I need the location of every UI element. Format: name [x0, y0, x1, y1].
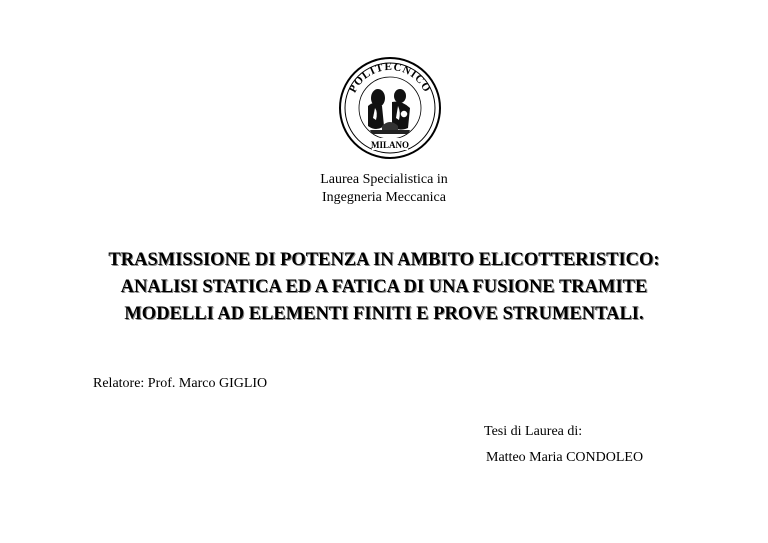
thesis-title-line-2: ANALISI STATICA ED A FATICA DI UNA FUSIONE TRAMITE [120, 277, 648, 297]
thesis-title-line-1: TRASMISSIONE DI POTENZA IN AMBITO ELICOTTERISTICO: [108, 250, 660, 270]
advisor-text: Relatore: Prof. Marco GIGLIO [93, 376, 268, 391]
degree-line-2: Ingegneria Meccanica [322, 190, 446, 205]
thesis-label: Tesi di Laurea di: [484, 424, 583, 439]
thesis-author: Matteo Maria CONDOLEO [486, 450, 644, 465]
politecnico-seal-logo [338, 56, 442, 160]
degree-line-1: Laurea Specialistica in [320, 172, 448, 187]
svg-text:POLITECNICO: POLITECNICO [346, 60, 434, 95]
svg-text:MILANO: MILANO [371, 140, 409, 150]
thesis-title-line-3: MODELLI AD ELEMENTI FINITI E PROVE STRUMENTALI. [124, 304, 644, 324]
